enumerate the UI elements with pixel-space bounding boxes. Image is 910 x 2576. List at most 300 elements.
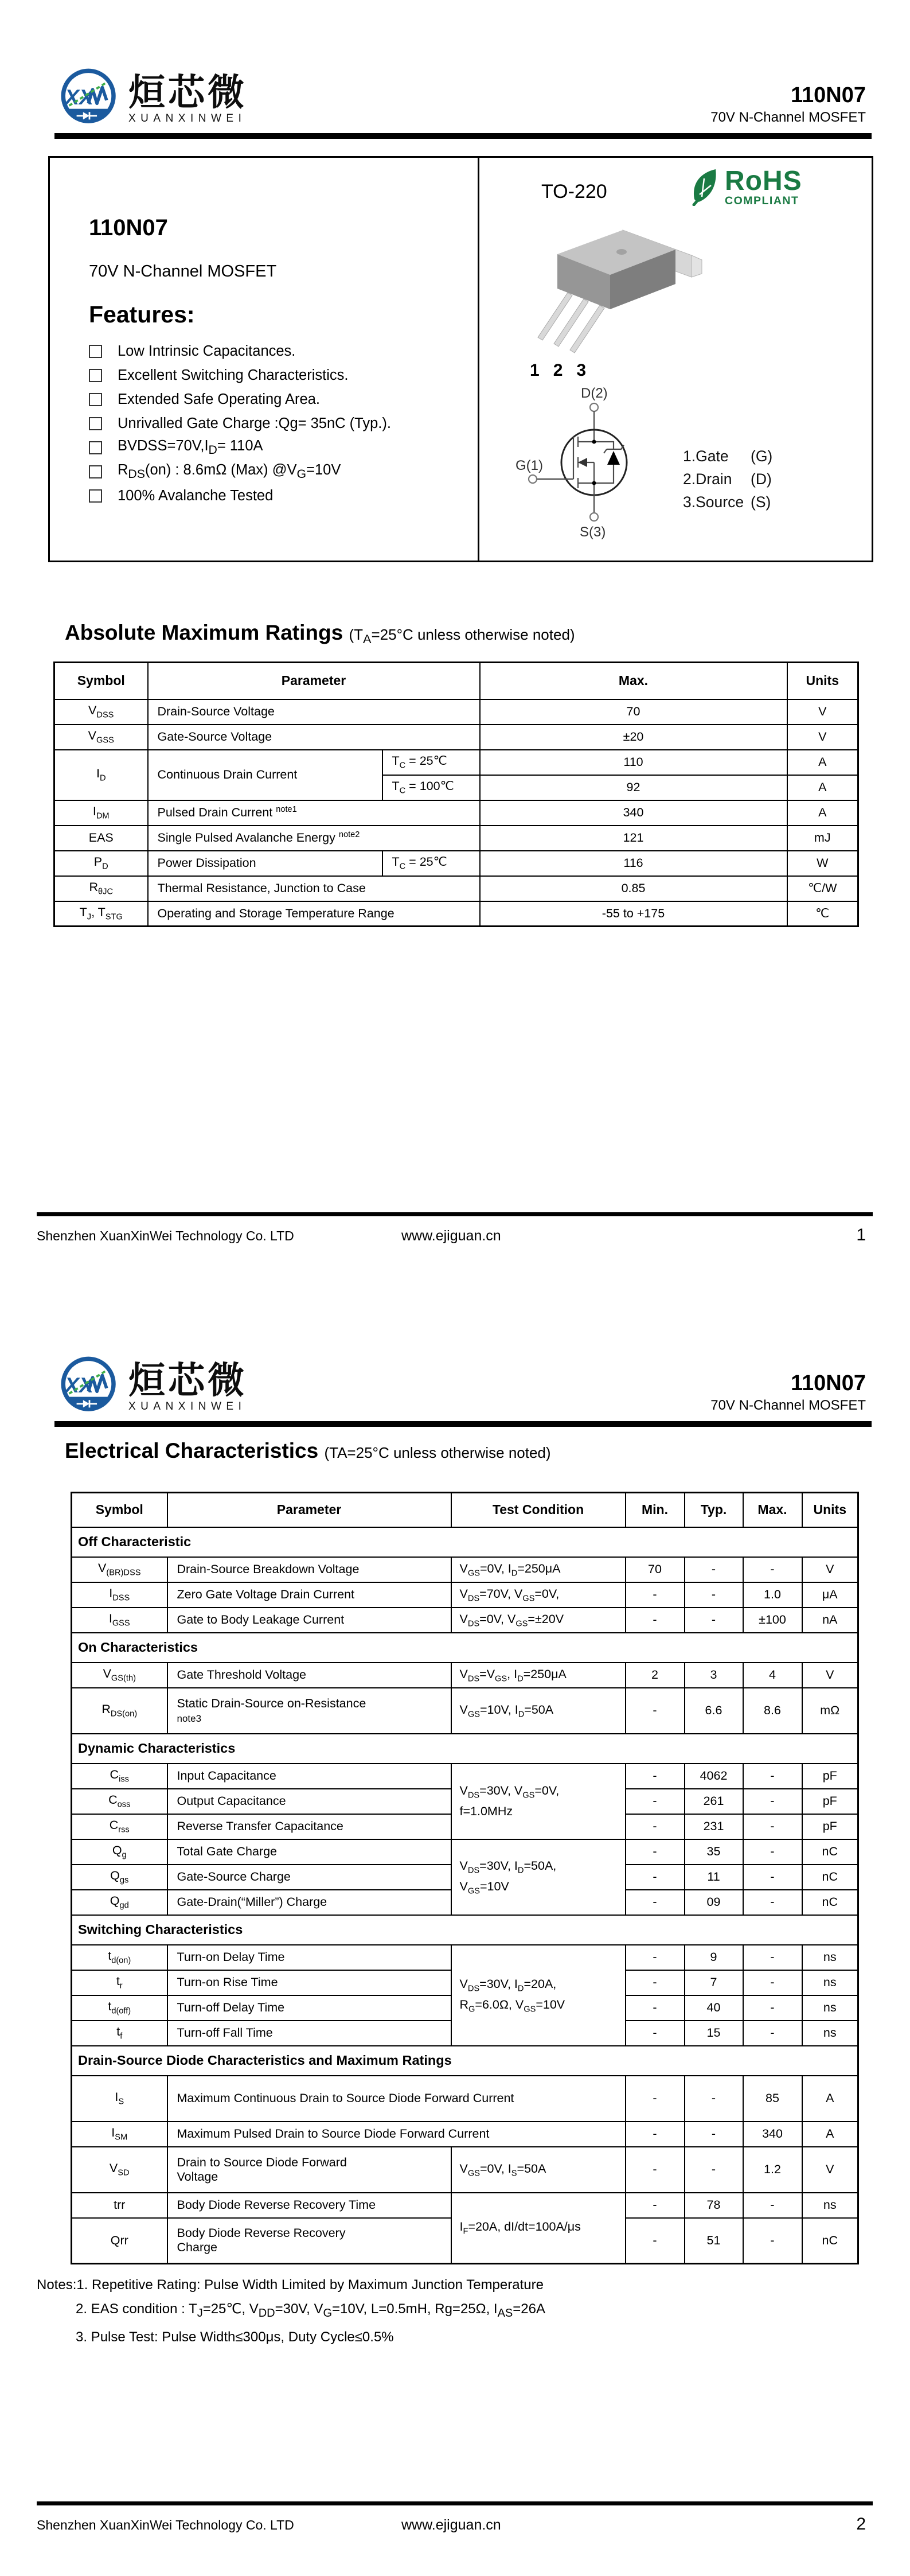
table-cell: 6.6 [685,1688,743,1734]
table-cell: Body Diode Reverse Recovery Time [167,2193,451,2218]
table-cell: $C_{rss}$ [72,1814,167,1839]
table-header-cell: Units [787,663,858,699]
table-cell: 9 [685,1945,743,1970]
note-line: Notes:1. Repetitive Rating: Pulse Width Limited by Maximum Junction Temperature [37,2277,544,2293]
table-row [72,1633,858,1663]
table-header-cell: Parameter [167,1493,451,1527]
table-row [72,1557,858,1582]
pin-legend-row [683,468,772,491]
pin-legend-name: 1.Gate [683,447,729,465]
table-row [54,725,858,750]
table-cell: A [802,2076,858,2122]
checkbox-icon [89,417,102,430]
schematic-drain-label: D(2) [581,386,608,401]
pin-number-3: 3 [576,361,587,380]
table-cell: ±100 [743,1608,802,1633]
brand-name-cn: 烜芯微 [128,72,247,113]
table-cell: 85 [743,2076,802,2122]
table-cell: $V_{GS}=10V$, $I_D=50A$ [451,1688,626,1734]
table-cell: - [685,1557,743,1582]
table-cell: $I_{DM}$ [54,800,148,826]
table-cell: Gate to Body Leakage Current [167,1608,451,1633]
page2-footer [37,2501,873,2534]
table-cell: 4062 [685,1764,743,1789]
table-cell: 11 [685,1865,743,1890]
feature-text: $BVDSS=70V,I_D= 110A$ [118,437,263,457]
table-cell: - [626,1582,685,1608]
table-cell: nC [802,1865,858,1890]
table-cell: - [626,1764,685,1789]
feature-item [89,435,391,460]
schematic-gate-label: G(1) [515,458,543,473]
table-cell: $V_{(BR)DSS}$ [72,1557,167,1582]
table-cell: - [626,1865,685,1890]
table-cell: - [626,2122,685,2147]
table-cell: 2 [626,1663,685,1688]
feature-item [89,339,391,363]
table-cell: - [626,1995,685,2021]
page2-header [0,1288,910,1431]
table-cell: A [787,750,858,775]
elec-heading [65,1439,551,1463]
table-cell: $I_F=20A$, dI/dt=100A/μs [451,2193,626,2264]
table-cell: 40 [685,1995,743,2021]
table-cell: nC [802,2218,858,2264]
table-cell: $V_{GS}=0V$, $I_D=250\mu A$ [451,1557,626,1582]
table-cell: Input Capacitance [167,1764,451,1789]
table-cell: $V_{DS}=70V$, $V_{GS}=0V$, [451,1582,626,1608]
brand-name-en: XUANXINWEI [128,112,247,124]
svg-text:XX: XX [65,85,93,110]
feature-item [89,363,391,387]
table-cell: 92 [480,775,787,800]
table-header-cell: Max. [480,663,787,699]
table-row [72,1734,858,1764]
table-cell: pF [802,1814,858,1839]
table-row [54,800,858,826]
pin-legend-row [683,445,772,468]
table-cell: mJ [787,826,858,851]
pin-legend-symbol: (G) [751,447,773,465]
table-cell: 70 [626,1557,685,1582]
product-summary-pane [50,158,479,561]
table-cell: Output Capacitance [167,1789,451,1814]
table-row [54,663,858,699]
table-cell: $I_{DSS}$ [72,1582,167,1608]
table-cell: $T_J$, $T_{STG}$ [54,901,148,927]
checkbox-icon [89,369,102,382]
table-cell: ns [802,2021,858,2046]
table-cell: $R_{\theta JC}$ [54,876,148,901]
checkbox-icon [89,489,102,503]
table-cell: EAS [54,826,148,851]
pin-legend-symbol: (D) [751,470,772,488]
table-cell: 231 [685,1814,743,1839]
svg-text:XX: XX [65,1373,93,1398]
table-row [72,1493,858,1527]
table-cell: Maximum Pulsed Drain to Source Diode Forward Current [167,2122,626,2147]
table-cell: 78 [685,2193,743,2218]
checkbox-icon [89,465,102,478]
table-cell: Static Drain-Source on-Resistance note3 [167,1688,451,1734]
table-cell: - [626,1945,685,1970]
table-cell: $V_{DS}=30V$, $I_D=50A$, $V_{GS}=10V$ [451,1839,626,1915]
table-cell: Gate-Drain(“Miller”) Charge [167,1890,451,1915]
table-cell: $C_{iss}$ [72,1764,167,1789]
table-header-cell: Parameter [148,663,480,699]
checkbox-icon [89,393,102,406]
note-line: 3. Pulse Test: Pulse Width≤300μs, Duty Cycle≤0.5% [76,2329,394,2345]
header-part-number: 110N07 [790,1371,866,1395]
table-cell: ℃ [787,901,858,927]
table-cell: Single Pulsed Avalanche Energy $^{note2}$ [148,826,480,851]
table-cell: V [802,1557,858,1582]
page1-footer [37,1212,873,1245]
table-row [72,2193,858,2218]
table-header-cell: Max. [743,1493,802,1527]
table-cell: - [626,1890,685,1915]
table-cell: mΩ [802,1688,858,1734]
table-cell: 261 [685,1789,743,1814]
table-header-cell: Min. [626,1493,685,1527]
table-cell: - [685,2147,743,2193]
table-cell: Thermal Resistance, Junction to Case [148,876,480,901]
rohs-compliant-text: COMPLIANT [725,194,799,207]
rohs-leaf-icon [690,168,720,206]
table-cell: - [743,1865,802,1890]
table-cell: - [743,2021,802,2046]
feature-text: Extended Safe Operating Area. [118,391,320,407]
table-cell: $t_r$ [72,1970,167,1995]
table-cell: 1.2 [743,2147,802,2193]
table-cell: - [626,2147,685,2193]
features-title: Features: [89,301,195,328]
table-cell: $V_{DS}=0V$, $V_{GS}=\pm 20V$ [451,1608,626,1633]
table-cell: - [743,1890,802,1915]
brand-name-en: XUANXINWEI [128,1400,247,1412]
table-cell: A [802,2122,858,2147]
table-row [72,1764,858,1789]
header-part-block [710,1372,866,1414]
table-row [72,2122,858,2147]
table-cell: - [743,2218,802,2264]
table-cell: 0.85 [480,876,787,901]
table-cell: - [743,1557,802,1582]
table-cell: $I_S$ [72,2076,167,2122]
table-cell: - [743,1995,802,2021]
table-cell: Zero Gate Voltage Drain Current [167,1582,451,1608]
table-header-cell: Units [802,1493,858,1527]
abs-max-heading [65,621,575,647]
elec-note: (TA=25°C unless otherwise noted) [324,1444,551,1461]
table-cell: ℃/W [787,876,858,901]
table-cell: $V_{GS(th)}$ [72,1663,167,1688]
table-cell: 09 [685,1890,743,1915]
table-cell: W [787,851,858,876]
table-header-cell: Symbol [54,663,148,699]
table-cell: A [787,775,858,800]
table-cell: Dynamic Characteristics [72,1734,858,1764]
table-cell: $V_{DS}=V_{GS}$, $I_D=250\mu A$ [451,1663,626,1688]
company-logo [57,1353,247,1419]
table-row [72,2046,858,2076]
table-cell: - [626,2076,685,2122]
table-cell: V [802,2147,858,2193]
table-cell: 4 [743,1663,802,1688]
table-cell: - [626,1814,685,1839]
table-cell: $t_f$ [72,2021,167,2046]
table-cell: - [685,1608,743,1633]
page1-header [0,0,910,143]
table-row [54,876,858,901]
table-cell: 51 [685,2218,743,2264]
table-cell: Continuous Drain Current [148,750,382,800]
pin-legend-row [683,491,772,513]
table-cell: 3 [685,1663,743,1688]
pin-legend-symbol: (S) [751,493,771,511]
table-cell: Operating and Storage Temperature Range [148,901,480,927]
table-row [54,699,858,725]
table-cell: nA [802,1608,858,1633]
logo-mark-icon [57,1353,122,1419]
table-row [72,1839,858,1865]
table-cell: $R_{DS(on)}$ [72,1688,167,1734]
table-cell: V [787,725,858,750]
product-overview-box [48,156,873,562]
table-cell: Gate Threshold Voltage [167,1663,451,1688]
table-cell: $V_{GSS}$ [54,725,148,750]
table-cell: Switching Characteristics [72,1915,858,1945]
table-cell: $Q_{gs}$ [72,1865,167,1890]
table-cell: - [626,2021,685,2046]
footer-rule [37,1212,873,1216]
header-part-block [710,84,866,126]
pin-legend-name: 3.Source [683,493,744,511]
feature-item [89,484,391,508]
table-header-cell: Typ. [685,1493,743,1527]
table-cell: Drain-Source Diode Characteristics and Maximum Ratings [72,2046,858,2076]
rohs-text: RoHS [725,166,802,196]
features-list [89,339,391,508]
table-cell: - [626,1608,685,1633]
table-row [72,1945,858,1970]
table-cell: $C_{oss}$ [72,1789,167,1814]
table-cell: V [787,699,858,725]
table-cell: - [685,1582,743,1608]
product-part-number: 110N07 [89,215,168,240]
elec-title: Electrical Characteristics [65,1439,319,1462]
table-cell: Turn-on Delay Time [167,1945,451,1970]
table-cell: $P_D$ [54,851,148,876]
table-cell: 116 [480,851,787,876]
schematic-source-label: S(3) [580,524,606,540]
table-cell: 340 [480,800,787,826]
table-cell: 340 [743,2122,802,2147]
footer-website-link[interactable]: www.ejiguan.cn [401,1228,501,1244]
table-cell: - [626,1839,685,1865]
abs-max-title: Absolute Maximum Ratings [65,621,343,644]
table-cell: $t_{d(off)}$ [72,1995,167,2021]
note-line: 2. EAS condition : $T_J=25℃$, $V_{DD}=30V$, $V_G=10V$, L=0.5mH, Rg=25Ω, $I_{AS}=26A$ [76,2301,545,2320]
table-cell: 70 [480,699,787,725]
table-row [54,750,858,775]
to220-package-image [509,222,721,365]
table-cell: $V_{DSS}$ [54,699,148,725]
table-cell: - [626,1970,685,1995]
company-logo [57,65,247,131]
table-cell: 8.6 [743,1688,802,1734]
elec-table [71,1492,857,2264]
product-subtitle: 70V N-Channel MOSFET [89,262,277,281]
table-cell: $V_{GS}=0V$, $I_S=50A$ [451,2147,626,2193]
table-row [72,2147,858,2193]
table-cell: $I_{GSS}$ [72,1608,167,1633]
table-row [72,1608,858,1633]
notes-block [37,2273,545,2349]
table-cell: - [743,1814,802,1839]
table-cell: $T_C$ = 25℃ [382,851,480,876]
feature-text: 100% Avalanche Tested [118,487,274,504]
header-rule [54,1421,872,1427]
feature-text: Low Intrinsic Capacitances. [118,343,296,359]
abs-max-note: ($T_A=25^\circ C$ unless otherwise noted) [349,626,575,647]
table-cell: - [626,1789,685,1814]
brand-name-cn: 烜芯微 [128,1360,247,1401]
table-row [72,1915,858,1945]
footer-page-number: 2 [856,2515,866,2534]
table-cell: ns [802,1970,858,1995]
table-cell: - [743,1970,802,1995]
table-cell: -55 to +175 [480,901,787,927]
table-cell: nC [802,1839,858,1865]
table-cell: ns [802,1995,858,2021]
header-rule [54,133,872,139]
table-cell: ns [802,2193,858,2218]
table-row [54,851,858,876]
table-cell: $V_{DS}=30V$, $V_{GS}=0V$, f=1.0MHz [451,1764,626,1839]
table-cell: Turn-on Rise Time [167,1970,451,1995]
table-cell: 121 [480,826,787,851]
table-cell: - [743,1839,802,1865]
table-cell: 35 [685,1839,743,1865]
table-cell: - [626,1688,685,1734]
checkbox-icon [89,441,102,454]
table-row [72,1688,858,1734]
table-cell: trr [72,2193,167,2218]
table-row [72,2076,858,2122]
table-cell: $V_{DS}=30V$, $I_D=20A$, $R_G=6.0\Omega$, $V_{GS}=10V$ [451,1945,626,2046]
brand-text [128,1353,247,1419]
table-cell: $T_C$ = 25℃ [382,750,480,775]
table-cell: Turn-off Fall Time [167,2021,451,2046]
table-cell: Total Gate Charge [167,1839,451,1865]
table-cell: Gate-Source Charge [167,1865,451,1890]
table-cell: nC [802,1890,858,1915]
footer-company: Shenzhen XuanXinWei Technology Co. LTD [37,2517,294,2532]
pin-numbers [530,361,586,380]
table-cell: Maximum Continuous Drain to Source Diode Forward Current [167,2076,626,2122]
data-table [53,661,859,927]
header-part-number: 110N07 [790,83,866,107]
table-cell: - [743,1945,802,1970]
table-cell: $Q_g$ [72,1839,167,1865]
table-row [54,901,858,927]
pin-legend-name: 2.Drain [683,470,732,488]
feature-item [89,387,391,411]
table-row [72,1527,858,1557]
table-cell: - [743,1789,802,1814]
table-cell: ±20 [480,725,787,750]
table-cell: $T_C$ = 100℃ [382,775,480,800]
table-cell: Power Dissipation [148,851,382,876]
footer-rule [37,2501,873,2505]
table-cell: - [626,2218,685,2264]
table-row [54,826,858,851]
table-cell: V [802,1663,858,1688]
mosfet-schematic [511,380,683,552]
table-cell: On Characteristics [72,1633,858,1663]
data-table [71,1492,859,2264]
table-cell: $V_{SD}$ [72,2147,167,2193]
table-cell: μA [802,1582,858,1608]
feature-item [89,411,391,435]
table-cell: 1.0 [743,1582,802,1608]
header-part-subtitle: 70V N-Channel MOSFET [710,109,866,125]
table-cell: 15 [685,2021,743,2046]
table-cell: - [743,2193,802,2218]
pin-number-1: 1 [530,361,540,380]
table-cell: A [787,800,858,826]
table-cell: Off Characteristic [72,1527,858,1557]
table-cell: Drain-Source Voltage [148,699,480,725]
footer-company: Shenzhen XuanXinWei Technology Co. LTD [37,1228,294,1243]
table-cell: $t_{d(on)}$ [72,1945,167,1970]
table-cell: Pulsed Drain Current $^{note1}$ [148,800,480,826]
table-cell: Gate-Source Voltage [148,725,480,750]
rohs-logo [690,168,802,208]
table-cell: Reverse Transfer Capacitance [167,1814,451,1839]
table-cell: - [743,1764,802,1789]
table-cell: Turn-off Delay Time [167,1995,451,2021]
abs-max-table [53,661,857,927]
feature-item [89,460,391,484]
footer-website-link[interactable]: www.ejiguan.cn [401,2517,501,2533]
table-cell: Drain-Source Breakdown Voltage [167,1557,451,1582]
logo-mark-icon [57,65,122,131]
table-cell: pF [802,1764,858,1789]
header-part-subtitle: 70V N-Channel MOSFET [710,1397,866,1413]
table-header-cell: Symbol [72,1493,167,1527]
table-cell: 110 [480,750,787,775]
table-cell: - [685,2122,743,2147]
pin-number-2: 2 [553,361,563,380]
table-cell: pF [802,1789,858,1814]
table-header-cell: Test Condition [451,1493,626,1527]
table-cell: Body Diode Reverse Recovery Charge [167,2218,451,2264]
table-cell: 7 [685,1970,743,1995]
footer-page-number: 1 [856,1225,866,1244]
table-cell: $Q_{gd}$ [72,1890,167,1915]
pin-legend [683,445,772,513]
table-row [72,1663,858,1688]
table-cell: Qrr [72,2218,167,2264]
package-pane [479,158,872,561]
feature-text: $R_{DS}(on)$ : 8.6mΩ (Max) $@V_G=10V$ [118,461,341,481]
table-cell: $I_D$ [54,750,148,800]
table-cell: - [626,2193,685,2218]
package-name: TO-220 [541,181,607,203]
table-cell: - [685,2076,743,2122]
